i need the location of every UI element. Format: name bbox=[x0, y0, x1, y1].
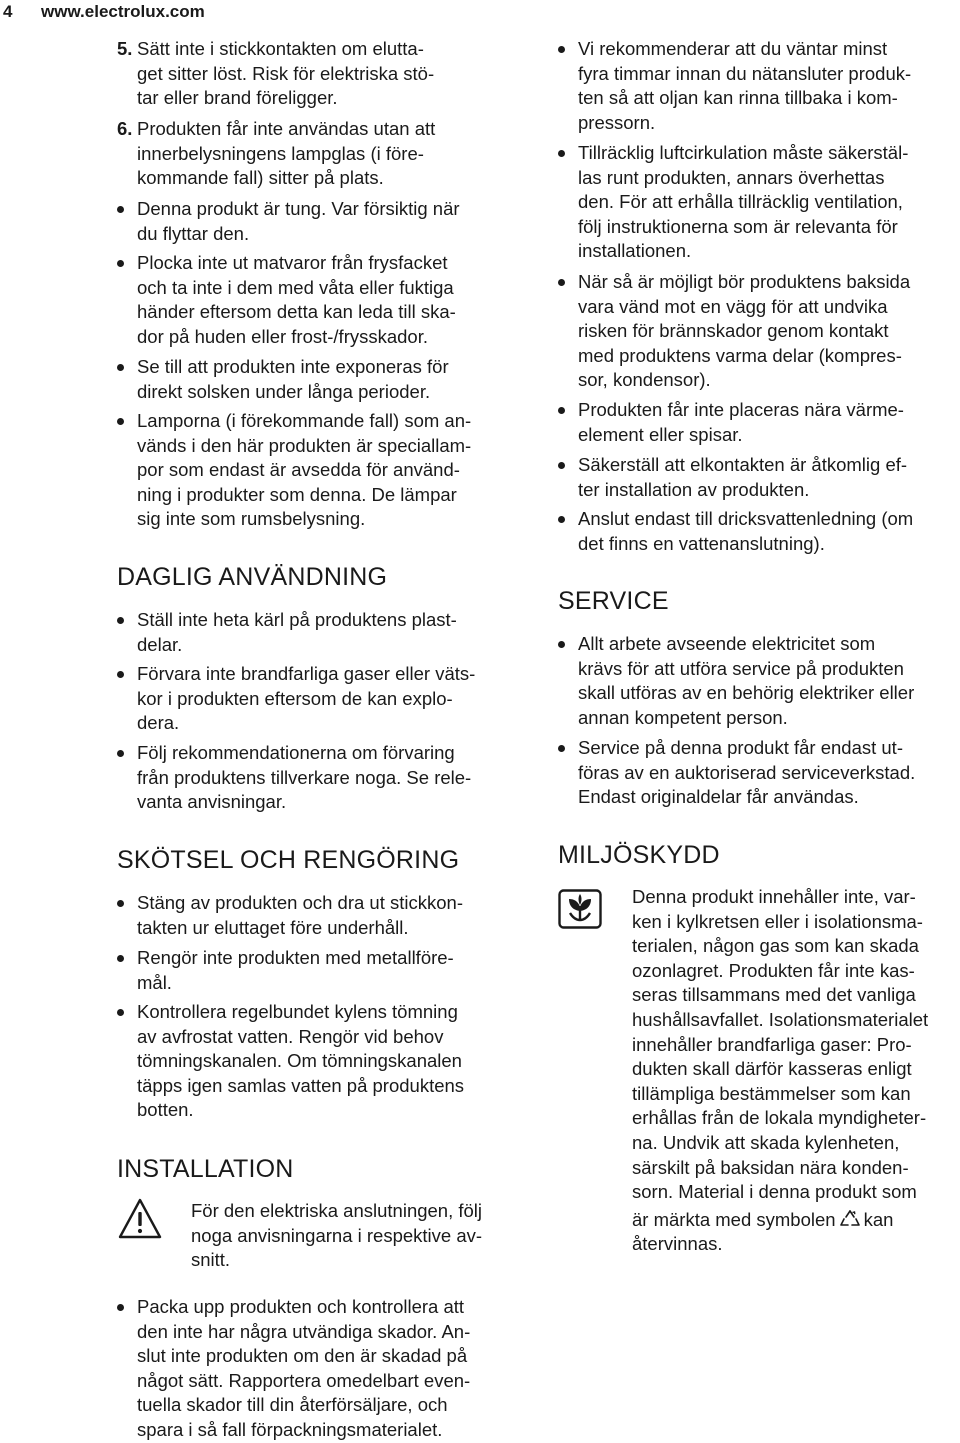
list-item bbox=[137, 251, 525, 349]
text-line: vanta anvisningar. bbox=[137, 791, 287, 813]
text-line: ter installation av produkten. bbox=[578, 478, 810, 500]
text-line: spara i så fall förpackningsmaterialet. bbox=[137, 1418, 443, 1440]
text-line: Lamporna (i förekommande fall) som an- bbox=[137, 410, 472, 431]
list-item bbox=[137, 355, 525, 404]
text-line: Packa upp produkten och kontrollera att bbox=[137, 1296, 465, 1317]
bullet bbox=[117, 900, 124, 907]
text-line: terialen, någon gas som kan skada bbox=[632, 935, 919, 957]
text-line: seras tillsammans med det vanliga bbox=[632, 984, 916, 1006]
text-line: Plocka inte ut matvaror från frysfacket bbox=[137, 252, 448, 273]
bullet bbox=[558, 462, 565, 469]
text-line: Se till att produkten inte exponeras för bbox=[137, 356, 449, 377]
text-line: Rengör inte produkten med metallföre- bbox=[137, 947, 454, 968]
text-line: dor på huden eller frost-/frysskador. bbox=[137, 325, 429, 347]
text-line: ken i kylkretsen eller i isolationsma- bbox=[632, 910, 923, 932]
miljoskydd-text bbox=[632, 885, 960, 1257]
list-item bbox=[578, 632, 960, 730]
text-line: direkt solsken under långa perioder. bbox=[137, 380, 431, 402]
text-line: slut inte produkten om den är skadad på bbox=[137, 1345, 468, 1367]
list-item bbox=[137, 891, 525, 940]
text-line: risken för brännskador genom kontakt bbox=[578, 320, 889, 342]
warning-icon bbox=[117, 1196, 163, 1242]
list-item bbox=[137, 1295, 525, 1443]
text-line: händer eftersom detta kan leda till ska- bbox=[137, 301, 456, 323]
text-line: Tillräcklig luftcirkulation måste säkerstäl- bbox=[578, 142, 909, 163]
text-line: skall utföras av en behörig elektriker eller bbox=[578, 682, 915, 704]
text-line: dukten skall därför kasseras enligt bbox=[632, 1058, 912, 1080]
bullet bbox=[558, 745, 565, 752]
text-line: las runt produkten, annars överhettas bbox=[578, 166, 885, 188]
text-line: Denna produkt innehåller inte, var- bbox=[632, 886, 916, 907]
text-line: Denna produkt är tung. Var försiktig när bbox=[137, 198, 460, 219]
list-item bbox=[578, 398, 960, 447]
text-line: get sitter löst. Risk för elektriska stö- bbox=[137, 62, 435, 84]
text-line: något sätt. Rapportera omedelbart even- bbox=[137, 1369, 471, 1391]
text-line: ten så att oljan kan rinna tillbaka i kom- bbox=[578, 87, 898, 109]
text-line: na. Undvik att skada kylenheten, bbox=[632, 1131, 900, 1153]
text-line: Förvara inte brandfarliga gaser eller väts- bbox=[137, 663, 476, 684]
section-heading-daglig: DAGLIG ANVÄNDNING bbox=[117, 563, 388, 591]
text-fragment: är märkta med symbolen bbox=[632, 1208, 836, 1230]
text-line: innehåller brandfarliga gaser: Pro- bbox=[632, 1033, 912, 1055]
text-line: det finns en vattenanslutning). bbox=[578, 532, 825, 554]
text-line: med produktens varma delar (kompres- bbox=[578, 344, 902, 366]
text-line: den inte har några utvändiga skador. An- bbox=[137, 1320, 471, 1342]
text-line: kommande fall) sitter på plats. bbox=[137, 167, 384, 189]
bullet bbox=[558, 46, 565, 53]
text-line: Kontrollera regelbundet kylens tömning bbox=[137, 1001, 458, 1022]
list-item bbox=[578, 37, 960, 135]
section-heading-skotsel: SKÖTSEL OCH RENGÖRING bbox=[117, 846, 460, 874]
text-line: från produktens tillverkare noga. Se rele- bbox=[137, 766, 472, 788]
website-url: www.electrolux.com bbox=[41, 2, 205, 21]
text-line: Endast originaldelar får användas. bbox=[578, 786, 859, 808]
text-line: krävs för att utföra service på produkten bbox=[578, 657, 904, 679]
list-item bbox=[578, 507, 960, 556]
list-item bbox=[137, 608, 525, 657]
text-line: följ instruktionerna som är relevanta för bbox=[578, 215, 898, 237]
bullet bbox=[117, 671, 124, 678]
text-line: ning i produkter som denna. De lämpar bbox=[137, 483, 457, 505]
text-line: Produkten får inte placeras nära värme- bbox=[578, 399, 904, 420]
text-line: Produkten får inte användas utan att bbox=[137, 118, 436, 139]
section-heading-installation: INSTALLATION bbox=[117, 1155, 294, 1183]
list-number: 5. bbox=[117, 38, 133, 59]
text-line: pressorn. bbox=[578, 111, 656, 133]
text-line: du flyttar den. bbox=[137, 222, 250, 244]
list-item bbox=[137, 741, 525, 815]
text-line: element eller spisar. bbox=[578, 423, 743, 445]
bullet bbox=[117, 418, 124, 425]
bullet bbox=[117, 617, 124, 624]
text-line: vara vänd mot en vägg för att undvika bbox=[578, 295, 888, 317]
environment-icon bbox=[558, 889, 602, 929]
section-heading-miljoskydd: MILJÖSKYDD bbox=[558, 841, 720, 869]
text-line: Anslut endast till dricksvattenledning (om bbox=[578, 508, 914, 529]
page-number: 4 bbox=[3, 2, 13, 21]
text-line: återvinnas. bbox=[632, 1233, 723, 1255]
list-item bbox=[137, 197, 525, 246]
bullet bbox=[117, 206, 124, 213]
list-number: 6. bbox=[117, 118, 133, 139]
text-line: sorn. Material i denna produkt som bbox=[632, 1181, 917, 1203]
text-line: Sätt inte i stickkontakten om elutta- bbox=[137, 38, 424, 59]
bullet bbox=[558, 407, 565, 414]
list-item bbox=[137, 409, 525, 532]
text-line: tömningskanalen. Om tömningskanalen bbox=[137, 1050, 462, 1072]
text-fragment: kan bbox=[863, 1208, 894, 1230]
text-line: snitt. bbox=[191, 1249, 231, 1271]
text-line: annan kompetent person. bbox=[578, 706, 788, 728]
bullet bbox=[558, 641, 565, 648]
bullet bbox=[558, 279, 565, 286]
section-heading-service: SERVICE bbox=[558, 587, 669, 615]
list-item bbox=[117, 117, 525, 191]
text-line: takten ur eluttaget före underhåll. bbox=[137, 916, 409, 938]
text-line: kor i produkten eftersom de kan explo- bbox=[137, 687, 453, 709]
recycle-icon bbox=[839, 1209, 861, 1229]
bullet bbox=[558, 150, 565, 157]
list-item bbox=[578, 270, 960, 393]
text-line: och ta inte i dem med våta eller fuktiga bbox=[137, 276, 454, 298]
text-line: Stäng av produkten och dra ut stickkon- bbox=[137, 892, 463, 913]
list-item bbox=[578, 141, 960, 264]
text-line: tuella skador till din återförsäljare, och bbox=[137, 1394, 448, 1416]
text-line: ozonlagret. Produkten får inte kas- bbox=[632, 959, 915, 981]
text-line: tillämpliga bestämmelser som kan bbox=[632, 1082, 911, 1104]
text-line: dera. bbox=[137, 712, 180, 734]
list-item bbox=[137, 946, 525, 995]
list-item bbox=[117, 37, 525, 111]
list-item bbox=[137, 1000, 525, 1123]
text-line: av avfrostat vatten. Rengör vid behov bbox=[137, 1025, 444, 1047]
text-line: Service på denna produkt får endast ut- bbox=[578, 737, 903, 758]
symbol-line bbox=[632, 1208, 960, 1233]
text-line: vänds i den här produkten är speciallam- bbox=[137, 434, 472, 456]
installation-warning-text bbox=[191, 1199, 521, 1273]
text-line: särskilt på baksidan nära konden- bbox=[632, 1156, 909, 1178]
bullet bbox=[117, 364, 124, 371]
text-line: För den elektriska anslutningen, följ bbox=[191, 1200, 483, 1221]
text-line: Vi rekommenderar att du väntar minst bbox=[578, 38, 888, 59]
text-line: erhållas från de lokala myndigheter- bbox=[632, 1107, 927, 1129]
bullet bbox=[117, 1304, 124, 1311]
text-line: täpps igen samlas vatten på produktens bbox=[137, 1074, 465, 1096]
list-item bbox=[578, 736, 960, 810]
text-line: tar eller brand föreligger. bbox=[137, 87, 338, 109]
text-line: por som endast är avsedda för använd- bbox=[137, 459, 460, 481]
text-line: Följ rekommendationerna om förvaring bbox=[137, 742, 455, 763]
text-line: När så är möjligt bör produktens baksida bbox=[578, 271, 911, 292]
text-line: föras av en auktoriserad serviceverkstad. bbox=[578, 761, 916, 783]
text-line: fyra timmar innan du nätansluter produk- bbox=[578, 62, 912, 84]
text-line: noga anvisningarna i respektive av- bbox=[191, 1224, 483, 1246]
text-line: sor, kondensor). bbox=[578, 369, 711, 391]
text-line: delar. bbox=[137, 633, 183, 655]
text-line: Ställ inte heta kärl på produktens plast- bbox=[137, 609, 457, 630]
text-line: Allt arbete avseende elektricitet som bbox=[578, 633, 876, 654]
bullet bbox=[117, 1009, 124, 1016]
text-line: mål. bbox=[137, 971, 172, 993]
text-line: installationen. bbox=[578, 240, 692, 262]
list-item bbox=[137, 662, 525, 736]
bullet bbox=[558, 516, 565, 523]
text-line: den. För att erhålla tillräcklig ventilation, bbox=[578, 191, 903, 213]
bullet bbox=[117, 260, 124, 267]
bullet bbox=[117, 750, 124, 757]
text-line: Säkerställ att elkontakten är åtkomlig ef- bbox=[578, 454, 908, 475]
bullet bbox=[117, 955, 124, 962]
text-line: innerbelysningens lampglas (i före- bbox=[137, 142, 424, 164]
text-line: sig inte som rumsbelysning. bbox=[137, 508, 366, 530]
text-line: hushållsavfallet. Isolationsmaterialet bbox=[632, 1008, 929, 1030]
list-item bbox=[578, 453, 960, 502]
text-line: botten. bbox=[137, 1099, 194, 1121]
